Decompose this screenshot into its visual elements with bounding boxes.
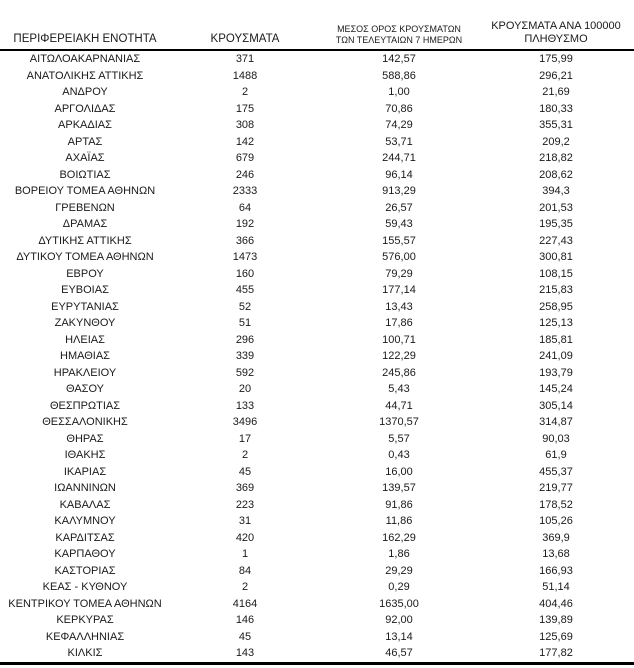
- per-100000-cell: 90,03: [542, 432, 570, 445]
- region-cell: ΚΕΝΤΡΙΚΟΥ ΤΟΜΕΑ ΑΘΗΝΩΝ: [8, 597, 162, 610]
- cases-cell: 2333: [232, 185, 258, 197]
- per-100000-cell: 355,31: [539, 119, 573, 131]
- region-cell: ΘΕΣΣΑΛΟΝΙΚΗΣ: [42, 416, 128, 428]
- cases-cell: 366: [235, 234, 255, 247]
- table-row: [0, 596, 634, 613]
- per-100000-cell: 215,83: [539, 284, 573, 296]
- cases-cell: 296: [235, 333, 255, 346]
- region-cell: ΘΕΣΠΡΩΤΙΑΣ: [49, 399, 121, 412]
- avg-7day-cell: 155,57: [382, 234, 416, 247]
- region-cell: ΙΘΑΚΗΣ: [64, 449, 106, 461]
- avg-7day-cell: 26,57: [385, 201, 413, 214]
- avg-7day-cell: 162,29: [382, 531, 416, 544]
- table-row: [0, 431, 634, 448]
- region-cell: ΑΝΔΡΟΥ: [62, 86, 108, 98]
- per-100000-cell: 178,52: [539, 498, 573, 511]
- region-cell: ΔΥΤΙΚΟΥ ΤΟΜΕΑ ΑΘΗΝΩΝ: [16, 251, 154, 263]
- cases-cell: 45: [238, 630, 252, 643]
- cases-cell: 64: [238, 201, 252, 214]
- table-row: [0, 134, 634, 151]
- per-100000-cell: 145,24: [539, 383, 573, 395]
- cases-cell: 84: [238, 564, 252, 577]
- avg-7day-cell: 1370,57: [379, 416, 419, 428]
- avg-7day-cell: 46,57: [385, 647, 413, 659]
- table-row: [0, 629, 634, 646]
- per-100000-cell: 61,9: [545, 449, 567, 461]
- cases-cell: 2: [241, 449, 249, 461]
- table-row: [0, 167, 634, 184]
- per-100000-cell: 300,81: [539, 251, 573, 263]
- cases-cell: 223: [235, 498, 255, 511]
- region-cell: ΚΕΦΑΛΛΗΝΙΑΣ: [45, 630, 125, 643]
- cases-cell: 455: [235, 284, 255, 296]
- table-row: [0, 513, 634, 530]
- per-100000-cell: 13,68: [542, 548, 570, 560]
- per-100000-cell: 195,35: [539, 218, 573, 230]
- cases-cell: 339: [235, 350, 255, 362]
- table-row: [0, 530, 634, 547]
- avg-7day-cell: 13,43: [385, 300, 413, 313]
- region-cell: ΑΝΑΤΟΛΙΚΗΣ ΑΤΤΙΚΗΣ: [26, 69, 144, 82]
- avg-7day-cell: 74,29: [385, 119, 413, 131]
- column-header-7day-average-line2: ΤΩΝ ΤΕΛΕΥΤΑΙΩΝ 7 ΗΜΕΡΩΝ: [335, 34, 463, 45]
- column-header-7day-average-line1: ΜΕΣΟΣ ΟΡΟΣ ΚΡΟΥΣΜΑΤΩΝ: [337, 23, 461, 34]
- table-body: [0, 51, 634, 662]
- region-cell: ΑΧΑΪΑΣ: [65, 152, 105, 164]
- table-row: [0, 51, 634, 68]
- avg-7day-cell: 44,71: [385, 399, 413, 412]
- table-row: [0, 563, 634, 580]
- per-100000-cell: 185,81: [539, 333, 573, 346]
- avg-7day-cell: 122,29: [382, 350, 416, 362]
- region-cell: ΕΥΒΟΙΑΣ: [61, 284, 109, 296]
- cases-cell: 369: [235, 482, 255, 494]
- per-100000-cell: 218,82: [539, 152, 573, 164]
- region-cell: ΔΥΤΙΚΗΣ ΑΤΤΙΚΗΣ: [38, 234, 132, 247]
- column-header-per-100000: [478, 10, 634, 49]
- table-row: [0, 183, 634, 200]
- table-row: [0, 84, 634, 101]
- table-row: [0, 117, 634, 134]
- per-100000-cell: 51,14: [542, 581, 570, 593]
- table-row: [0, 365, 634, 382]
- table-row: [0, 414, 634, 431]
- cases-cell: 51: [238, 317, 252, 329]
- per-100000-cell: 166,93: [539, 564, 573, 577]
- region-cell: ΚΑΛΥΜΝΟΥ: [54, 515, 116, 527]
- cases-cell: 143: [235, 647, 255, 659]
- per-100000-cell: 201,53: [539, 201, 573, 214]
- table-row: [0, 68, 634, 85]
- cases-cell: 4164: [232, 597, 258, 610]
- avg-7day-cell: 1,00: [388, 86, 410, 98]
- table-row: [0, 381, 634, 398]
- cases-cell: 371: [235, 53, 255, 65]
- avg-7day-cell: 100,71: [382, 333, 416, 346]
- cases-cell: 3496: [232, 416, 258, 428]
- table-row: [0, 612, 634, 629]
- avg-7day-cell: 245,86: [382, 366, 416, 379]
- column-header-per-100000-line1: ΚΡΟΥΣΜΑΤΑ ΑΝΑ 100000: [491, 20, 621, 33]
- avg-7day-cell: 59,43: [385, 218, 413, 230]
- per-100000-cell: 175,99: [539, 53, 573, 65]
- column-header-region: ΠΕΡΙΦΕΡΕΙΑΚΗ ΕΝΟΤΗΤΑ: [13, 33, 157, 46]
- avg-7day-cell: 96,14: [385, 168, 413, 181]
- avg-7day-cell: 91,86: [385, 498, 413, 511]
- per-100000-cell: 314,87: [539, 416, 573, 428]
- cases-cell: 592: [235, 366, 255, 379]
- per-100000-cell: 209,2: [542, 135, 570, 148]
- table-header-row: [0, 0, 634, 51]
- per-100000-cell: 105,26: [539, 515, 573, 527]
- region-cell: ΕΒΡΟΥ: [66, 267, 104, 280]
- avg-7day-cell: 142,57: [382, 53, 416, 65]
- cases-cell: 1: [241, 548, 249, 560]
- region-cell: ΑΡΓΟΛΙΔΑΣ: [54, 102, 116, 115]
- region-cell: ΓΡΕΒΕΝΩΝ: [55, 201, 115, 214]
- per-100000-cell: 208,62: [539, 168, 573, 181]
- table-row: [0, 447, 634, 464]
- avg-7day-cell: 244,71: [382, 152, 416, 164]
- table-row: [0, 645, 634, 662]
- cases-cell: 133: [235, 399, 255, 412]
- cases-cell: 1488: [232, 69, 258, 82]
- region-cell: ΚΑΒΑΛΑΣ: [59, 498, 111, 511]
- per-100000-cell: 258,95: [539, 300, 573, 313]
- table-row: [0, 579, 634, 596]
- cases-cell: 679: [235, 152, 255, 164]
- avg-7day-cell: 13,14: [385, 630, 413, 643]
- cases-cell: 308: [235, 119, 255, 131]
- avg-7day-cell: 1,86: [388, 548, 410, 560]
- column-header-7day-average: [320, 10, 478, 49]
- table-row: [0, 282, 634, 299]
- table-row: [0, 398, 634, 415]
- region-cell: ΕΥΡΥΤΑΝΙΑΣ: [51, 300, 119, 313]
- per-100000-cell: 219,77: [539, 482, 573, 494]
- table-row: [0, 332, 634, 349]
- region-cell: ΚΕΡΚΥΡΑΣ: [56, 614, 114, 626]
- avg-7day-cell: 70,86: [385, 102, 413, 115]
- per-100000-cell: 227,43: [539, 234, 573, 247]
- region-cell: ΚΙΛΚΙΣ: [67, 647, 103, 659]
- cases-cell: 17: [238, 432, 252, 445]
- per-100000-cell: 404,46: [539, 597, 573, 610]
- table-row: [0, 348, 634, 365]
- cases-cell: 2: [241, 581, 249, 593]
- avg-7day-cell: 29,29: [385, 564, 413, 577]
- region-cell: ΘΗΡΑΣ: [66, 432, 104, 445]
- cases-cell: 192: [235, 218, 255, 230]
- region-cell: ΒΟΙΩΤΙΑΣ: [59, 168, 111, 181]
- avg-7day-cell: 5,43: [388, 383, 410, 395]
- table-row: [0, 249, 634, 266]
- avg-7day-cell: 17,86: [385, 317, 413, 329]
- column-header-cases: ΚΡΟΥΣΜΑΤΑ: [210, 33, 280, 46]
- region-cell: ΗΛΕΙΑΣ: [65, 333, 105, 346]
- column-header-per-100000-line2: ΠΛΗΘΥΣΜΟ: [524, 33, 588, 46]
- table-row: [0, 315, 634, 332]
- cases-cell: 160: [235, 267, 255, 280]
- avg-7day-cell: 139,57: [382, 482, 416, 494]
- region-cell: ΚΑΡΔΙΤΣΑΣ: [55, 531, 115, 544]
- per-100000-cell: 177,82: [539, 647, 573, 659]
- region-cell: ΗΜΑΘΙΑΣ: [60, 350, 110, 362]
- per-100000-cell: 139,89: [539, 614, 573, 626]
- region-cell: ΑΙΤΩΛΟΑΚΑΡΝΑΝΙΑΣ: [29, 53, 141, 65]
- table-row: [0, 497, 634, 514]
- per-100000-cell: 455,37: [539, 465, 573, 478]
- region-cell: ΙΩΑΝΝΙΝΩΝ: [54, 482, 116, 494]
- cases-cell: 420: [235, 531, 255, 544]
- avg-7day-cell: 11,86: [385, 515, 413, 527]
- cases-cell: 1473: [232, 251, 258, 263]
- table-row: [0, 546, 634, 563]
- cases-cell: 175: [235, 102, 255, 115]
- avg-7day-cell: 0,29: [388, 581, 410, 593]
- avg-7day-cell: 79,29: [385, 267, 413, 280]
- region-cell: ΔΡΑΜΑΣ: [62, 218, 108, 230]
- avg-7day-cell: 92,00: [385, 614, 413, 626]
- region-cell: ΖΑΚΥΝΘΟΥ: [54, 317, 116, 329]
- per-100000-cell: 108,15: [539, 267, 573, 280]
- table-row: [0, 216, 634, 233]
- per-100000-cell: 296,21: [539, 69, 573, 82]
- cases-cell: 142: [235, 135, 255, 148]
- per-100000-cell: 193,79: [539, 366, 573, 379]
- region-cell: ΒΟΡΕΙΟΥ ΤΟΜΕΑ ΑΘΗΝΩΝ: [14, 185, 156, 197]
- per-100000-cell: 125,69: [539, 630, 573, 643]
- cases-cell: 2: [241, 86, 249, 98]
- per-100000-cell: 241,09: [539, 350, 573, 362]
- table-row: [0, 200, 634, 217]
- avg-7day-cell: 576,00: [382, 251, 416, 263]
- avg-7day-cell: 1635,00: [379, 597, 419, 610]
- region-cell: ΙΚΑΡΙΑΣ: [63, 465, 107, 478]
- cases-cell: 246: [235, 168, 255, 181]
- per-100000-cell: 305,14: [539, 399, 573, 412]
- region-cell: ΘΑΣΟΥ: [65, 383, 105, 395]
- cases-cell: 45: [238, 465, 252, 478]
- table-row: [0, 299, 634, 316]
- avg-7day-cell: 0,43: [388, 449, 410, 461]
- cases-cell: 20: [238, 383, 252, 395]
- region-cell: ΑΡΚΑΔΙΑΣ: [58, 119, 112, 131]
- cases-cell: 52: [238, 300, 252, 313]
- region-cell: ΑΡΤΑΣ: [67, 135, 103, 148]
- cases-cell: 146: [235, 614, 255, 626]
- avg-7day-cell: 913,29: [382, 185, 416, 197]
- region-cell: ΚΑΡΠΑΘΟΥ: [54, 548, 116, 560]
- per-100000-cell: 394,3: [542, 185, 570, 197]
- per-100000-cell: 369,9: [542, 531, 570, 544]
- avg-7day-cell: 588,86: [382, 69, 416, 82]
- table-row: [0, 464, 634, 481]
- table-row: [0, 150, 634, 167]
- table-row: [0, 266, 634, 283]
- table-row: [0, 480, 634, 497]
- per-100000-cell: 125,13: [539, 317, 573, 329]
- region-cell: ΗΡΑΚΛΕΙΟΥ: [53, 366, 117, 379]
- per-100000-cell: 21,69: [542, 86, 570, 98]
- table-row: [0, 101, 634, 118]
- cases-cell: 31: [238, 515, 252, 527]
- table-row: [0, 233, 634, 250]
- region-cell: ΚΑΣΤΟΡΙΑΣ: [54, 564, 116, 577]
- per-100000-cell: 180,33: [539, 102, 573, 115]
- avg-7day-cell: 53,71: [385, 135, 413, 148]
- avg-7day-cell: 16,00: [385, 465, 413, 478]
- region-cell: ΚΕΑΣ - ΚΥΘΝΟΥ: [42, 581, 128, 593]
- avg-7day-cell: 5,57: [388, 432, 410, 445]
- avg-7day-cell: 177,14: [382, 284, 416, 296]
